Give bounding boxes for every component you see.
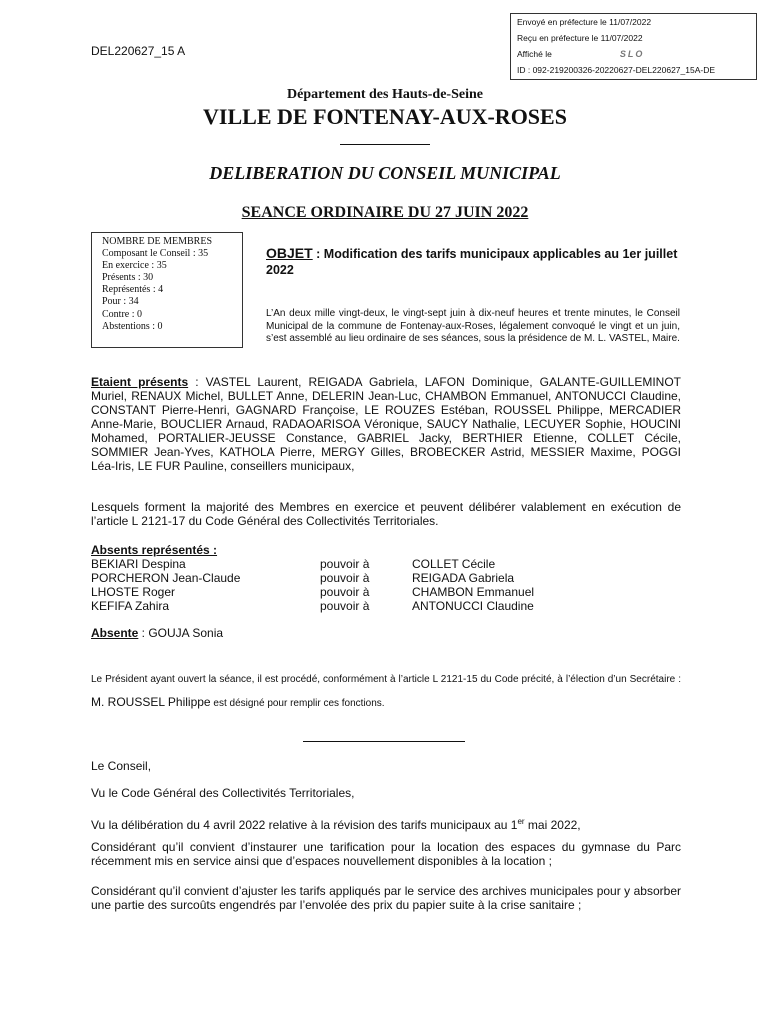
- presents-paragraph: [91, 375, 681, 473]
- department-title: Département des Hauts-de-Seine: [287, 87, 483, 102]
- proxy-name: KEFIFA Zahira: [91, 599, 170, 613]
- considerant-gymnase: Considérant qu’il convient d’instaurer une tarification pour la location des espaces du gymnase du Parc récemment mis en service ainsi que d’espaces nouvellement disponibles à la location ;: [91, 840, 681, 868]
- proxy-pouvoir: pouvoir à: [320, 585, 370, 599]
- proxy-to: CHAMBON Emmanuel: [412, 585, 535, 599]
- presents-label: Etaient présents: [91, 375, 189, 389]
- president-paragraph: Le Président ayant ouvert la séance, il est procédé, conformément à l’article L 2121-15 du Code précité, à l’élection d’un Secrétaire : M. ROUSSEL Philippe est désigné pour remplir ces fonctions.: [91, 674, 681, 709]
- vu-deliberation-line: Vu la délibération du 4 avril 2022 relative à la révision des tarifs municipaux au 1er mai 2022,: [91, 817, 581, 832]
- absente-text: : GOUJA Sonia: [138, 626, 224, 640]
- deliberation-title: DELIBERATION DU CONSEIL MUNICIPAL: [209, 163, 561, 183]
- intro-paragraph: L’An deux mille vingt-deux, le vingt-sept juin à dix-neuf heures et trente minutes, le Conseil Municipal de la commune de Fontenay-aux-Roses, légalement convoqué le vingt et un juin, s’est assemblé au lieu ordinaire de ses séances, sous la présidence de M. L. VASTEL, Maire.: [266, 308, 680, 344]
- absente-line: [91, 626, 223, 640]
- proxy-pouvoir: pouvoir à: [320, 599, 370, 613]
- absente-label: Absente: [91, 626, 139, 640]
- objet-text: : Modification des tarifs municipaux applicables au 1er juillet 2022: [266, 247, 678, 277]
- proxy-to: ANTONUCCI Claudine: [412, 599, 534, 613]
- stamp-affiche: Affiché le SLO: [517, 46, 750, 62]
- proxy-name: LHOSTE Roger: [91, 585, 176, 599]
- members-line: Pour : 34: [102, 296, 139, 308]
- presents-list: : VASTEL Laurent, REIGADA Gabriela, LAFON Dominique, GALANTE-GUILLEMINOT Muriel, RENAUX Michel, BULLET Anne, DELERIN Jean-Luc, CHAMBON Emmanuel, ANTONUCCI Claudine, CONSTANT Pierre-Henri, GAGNARD Françoise, LE ROUZES Estéban, ROUSSEL Philippe, MERCADIER Anne-Marie, BOUCLIER Arnaud, RADAOARISOA Véronique, SAUCY Nathalie, LECUYER Sophie, HOUCINI Mohamed, PORTALIER-JEUSSE Constance, GABRIEL Jacky, BERTHIER Etienne, COLLET Cécile, SOMMIER Jean-Yves, KATHOLA Pierre, MERGY Gilles, BROBECKER Astrid, MESSIER Maxime, POGGI Léa-Iris, LE FUR Pauline, conseillers municipaux,: [91, 375, 681, 473]
- secretary-name: M. ROUSSEL Philippe: [91, 695, 211, 709]
- proxy-name: PORCHERON Jean-Claude: [91, 571, 241, 585]
- seance-title: SEANCE ORDINAIRE DU 27 JUIN 2022: [241, 204, 529, 221]
- members-line: En exercice : 35: [102, 260, 167, 272]
- signature-mark: SLO: [619, 49, 645, 59]
- members-box: [91, 232, 243, 348]
- members-line: Composant le Conseil : 35: [102, 248, 209, 260]
- members-line: NOMBRE DE MEMBRES: [102, 236, 213, 247]
- vu-cgct-line: Vu le Code Général des Collectivités Territoriales,: [91, 786, 355, 800]
- proxy-to: REIGADA Gabriela: [412, 571, 515, 585]
- stamp-recu: Reçu en préfecture le 11/07/2022: [517, 33, 643, 43]
- objet-label: OBJET: [266, 245, 313, 261]
- stamp-id: ID : 092-219200326-20220627-DEL220627_15A-DE: [517, 65, 716, 75]
- proxy-name: BEKIARI Despina: [91, 557, 186, 571]
- city-title: VILLE DE FONTENAY-AUX-ROSES: [203, 104, 567, 129]
- members-line: Présents : 30: [102, 272, 154, 284]
- considerant-archives: Considérant qu’il convient d’ajuster les tarifs appliqués par le service des archives municipales pour y absorber une partie des surcoûts engendrés par l’envolée des prix du papier suite à la crise sanitaire ;: [91, 884, 681, 912]
- prefecture-stamp: [510, 13, 757, 80]
- members-line: Abstentions : 0: [102, 320, 163, 332]
- document-reference: DEL220627_15 A: [91, 44, 186, 58]
- section-divider: [303, 741, 465, 742]
- conseil-line: Le Conseil,: [91, 759, 152, 773]
- objet-heading: [266, 245, 680, 278]
- quorum-paragraph: Lesquels forment la majorité des Membres en exercice et peuvent délibérer valablement en exécution de l’article L 2121-17 du Code Général des Collectivités Territoriales.: [91, 500, 681, 528]
- title-divider: [340, 144, 430, 145]
- stamp-envoye: Envoyé en préfecture le 11/07/2022: [517, 17, 652, 27]
- proxy-to: COLLET Cécile: [412, 557, 496, 571]
- proxy-pouvoir: pouvoir à: [320, 557, 370, 571]
- members-line: Contre : 0: [102, 308, 142, 320]
- members-line: Représentés : 4: [102, 284, 164, 296]
- absents-label: Absents représentés :: [91, 543, 218, 557]
- proxy-pouvoir: pouvoir à: [320, 571, 370, 585]
